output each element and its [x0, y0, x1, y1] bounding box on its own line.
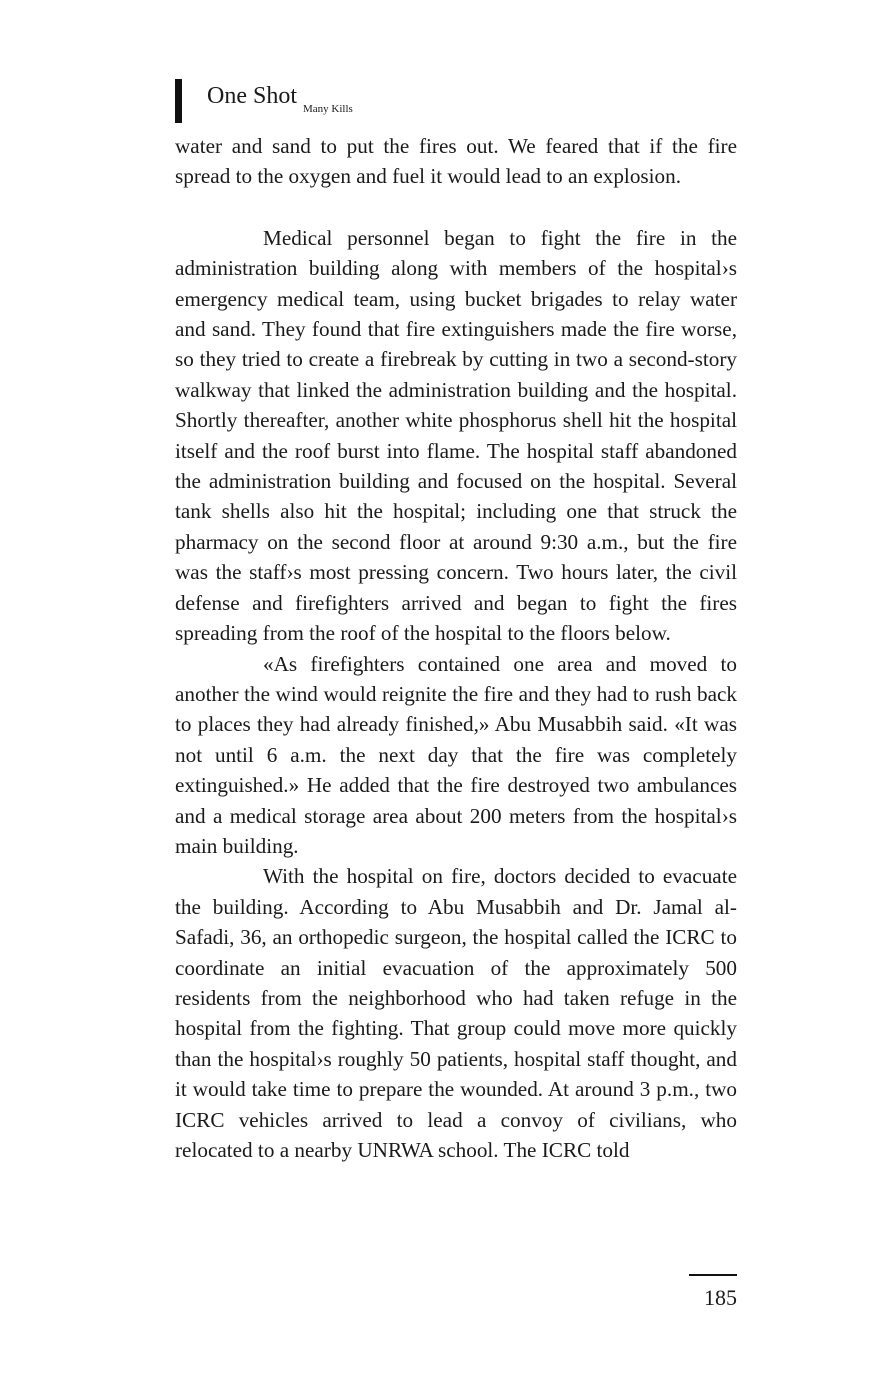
book-page [175, 75, 737, 1165]
book-subtitle: Many Kills [303, 103, 353, 115]
paragraph-evacuation: With the hospital on fire, doctors decided to evacuate the building. According to Abu Musabbih and Dr. Jamal al-Safadi, 36, an orthopedic surgeon, the hospital called the ICRC to coordinate an initial evacuation of the approximately 500 residents from the neighborhood who had taken refuge in the hospital from the fighting. That group could move more quickly than the hospital›s roughly 50 patients, hospital staff thought, and it would take time to prepare the wounded. At around 3 p.m., two ICRC vehicles arrived to lead a convoy of civilians, who relocated to a nearby UNRWA school. The ICRC told [175, 864, 737, 1162]
running-header [175, 75, 737, 131]
paragraph-medical-personnel: Medical personnel began to fight the fire in the administration building along with members of the hospital›s emergency medical team, using bucket brigades to relay water and sand. They found that fire extinguishers made the fire worse, so they tried to create a firebreak by cutting in two a second-story walkway that linked the administration building and the hospital. Shortly thereafter, another white phosphorus shell hit the hospital itself and the roof burst into flame. The hospital staff abandoned the administration building and focused on the hospital. Several tank shells also hit the hospital; including one that struck the pharmacy on the second floor at around 9:30 a.m., but the fire was the staff›s most pressing concern. Two hours later, the civil defense and firefighters arrived and began to fight the fires spreading from the roof of the hospital to the floors below. [175, 225, 737, 646]
header-bar [175, 79, 182, 123]
paragraph-continued: water and sand to put the fires out. We feared that if the fire spread to the oxygen and fuel it would lead to an explosion. [175, 134, 737, 189]
header-title-line [207, 81, 353, 124]
paragraph-firefighters-quote: «As firefighters contained one area and moved to another the wind would reignite the fire and they had to rush back to places they had already finished,» Abu Musabbih said. «It was not until 6 a.m. the next day that the fire was completely extinguished.» He added that the fire destroyed two ambulances and a medical storage area about 200 meters from the hospital›s main building. [175, 651, 737, 858]
book-title: One Shot [207, 83, 297, 109]
page-number: 185 [704, 1285, 737, 1310]
page-number-rule [689, 1274, 737, 1276]
